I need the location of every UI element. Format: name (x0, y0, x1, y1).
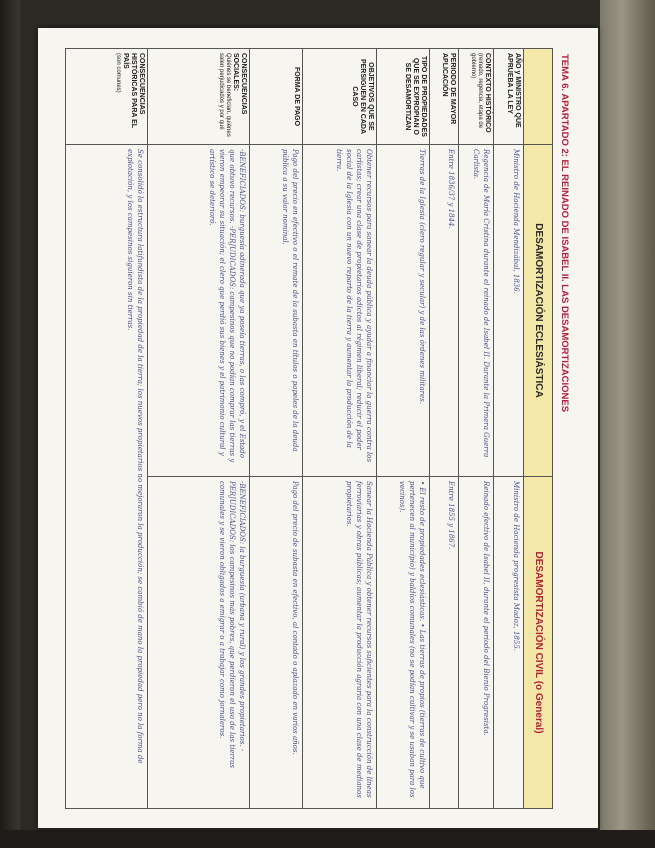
cell-eclesiastica: Entre 1836/37 y 1844. (430, 145, 459, 477)
column-header-eclesiastica: DESAMORTIZACIÓN ECLESIÁSTICA (524, 145, 553, 477)
table-row (66, 49, 148, 809)
row-label (147, 49, 249, 145)
row-label (303, 49, 377, 145)
row-label-text: OBJETIVOS QUE SE PERSIGUEN EN CADA CASO (350, 58, 375, 135)
row-label-subtext: (son comunes) (114, 53, 121, 93)
table-row (430, 49, 459, 809)
row-label (377, 49, 430, 145)
rotated-worksheet (63, 48, 573, 808)
cell-civil: Reinado efectivo de Isabel II, durante el periodo del Bienio Progresista. (458, 477, 493, 809)
row-label (493, 49, 524, 145)
desk-background-right (600, 0, 655, 848)
cell-civil: Ministro de Hacienda progresista Madoz, 1855. (493, 477, 524, 809)
table-row (303, 49, 377, 809)
table-row (147, 49, 249, 809)
row-label-subtext: (reinado, regencia, etapa de gobierno) (469, 53, 483, 129)
row-label-text: AÑO y MINISTRO QUE APRUEBA LA LEY (506, 53, 522, 128)
cell-eclesiastica: Regencia de María Cristina durante el reinado de Isabel II. Durante la Primera Guerra Carlista. (458, 145, 493, 477)
worksheet-paper (38, 28, 598, 828)
row-label (458, 49, 493, 145)
row-label-text: FORMA DE PAGO (293, 66, 301, 127)
cell-civil: Entre 1855 y 1867. (430, 477, 459, 809)
topic-title: TEMA 6. APARTADO 2: EL REINADO DE ISABEL II. LAS DESAMORTIZACIONES (559, 54, 570, 413)
table-header-row (524, 49, 553, 809)
row-label-subtext: Quiénes se benefician, quiénes salen perjudicados y por qué (218, 53, 232, 137)
column-header-civil: DESAMORTIZACIÓN CIVIL (o General) (524, 477, 553, 809)
cell-civil: • El resto de propiedades eclesiásticas. • Las tierras de propios (tierras de cultivo que pertenecen al municipio) y baldíos comunales (no se podían cultivar y se usaban para los vecinos). (377, 477, 430, 809)
table-row (458, 49, 493, 809)
row-label (430, 49, 459, 145)
desk-background-left (0, 0, 20, 848)
row-label (250, 49, 303, 145)
cell-civil: Pago del precio de subasta en efectivo, al contado o aplazado en varios años. (250, 477, 303, 809)
table-row (377, 49, 430, 809)
desamortizaciones-table (65, 48, 553, 809)
row-label-text: CONTEXTO HISTÓRICO (483, 53, 491, 133)
cell-civil: Sanear la Hacienda Pública y obtener recursos suficientes para la construcción de líneas ferroviarias y obras públicas; aumentar la producción agraria con una clase de medianos propietarios. (303, 477, 377, 809)
row-label (66, 49, 148, 145)
table-corner-cell (524, 49, 553, 145)
cell-eclesiastica: Ministro de Hacienda Mendizábal, 1836. (493, 145, 524, 477)
table-row (250, 49, 303, 809)
row-label-text: CONSECUENCIAS SOCIALES: (232, 53, 248, 115)
row-label-text: PERIODO DE MAYOR APLICACIÓN (440, 53, 456, 125)
cell-common: Se consolidó la estructura latifundista de la propiedad de la tierra; los nuevos propietarios no mejoraron la producción; se cambió de mano la propiedad pero no la forma de explotación, y los campesinos siguieron sin tierras. (66, 145, 148, 809)
cell-eclesiastica: -BENEFICIADOS: burguesía adinerada que ya poseía tierras, o las compró, y el Estado que obtuvo recursos. -PERJUDICADOS: campesinos que no podían comprar las tierras y vieron empeorar su situación; el clero que perdió sus bienes y el patrimonio cultural y artístico se deterioró. (147, 145, 249, 477)
table-row (493, 49, 524, 809)
row-label-text: CONSECUENCIAS HISTÓRICAS PARA EL PAÍS (121, 53, 145, 128)
cell-civil: -BENEFICIADOS: la burguesía (urbana y rural) y los grandes propietarios. -PERJUDICADOS: los campesinos más pobres, que perdieron el uso de las tierras comunales y se vieron obligados a emigrar o a trabajar como jornaleros. (147, 477, 249, 809)
desk-background-bottom (0, 830, 655, 848)
cell-eclesiastica: Tierras de la Iglesia (clero regular y secular) y de las órdenes militares. (377, 145, 430, 477)
cell-eclesiastica: Obtener recursos para sanear la deuda pública y ayudar a financiar la guerra contra los carlistas; crear una clase de propietarios adictos al régimen liberal; reducir el poder social de la Iglesia con un nuevo reparto de la tierra y aumentar la producción de la tierra. (303, 145, 377, 477)
cell-eclesiastica: Pago del precio en efectivo o el remate de la subasta en títulos o papeles de la deuda pública a su valor nominal. (250, 145, 303, 477)
row-label-text: TIPO DE PROPIEDADES QUE SE EXPROPIAN O SE DESAMORTIZAN (404, 56, 428, 137)
